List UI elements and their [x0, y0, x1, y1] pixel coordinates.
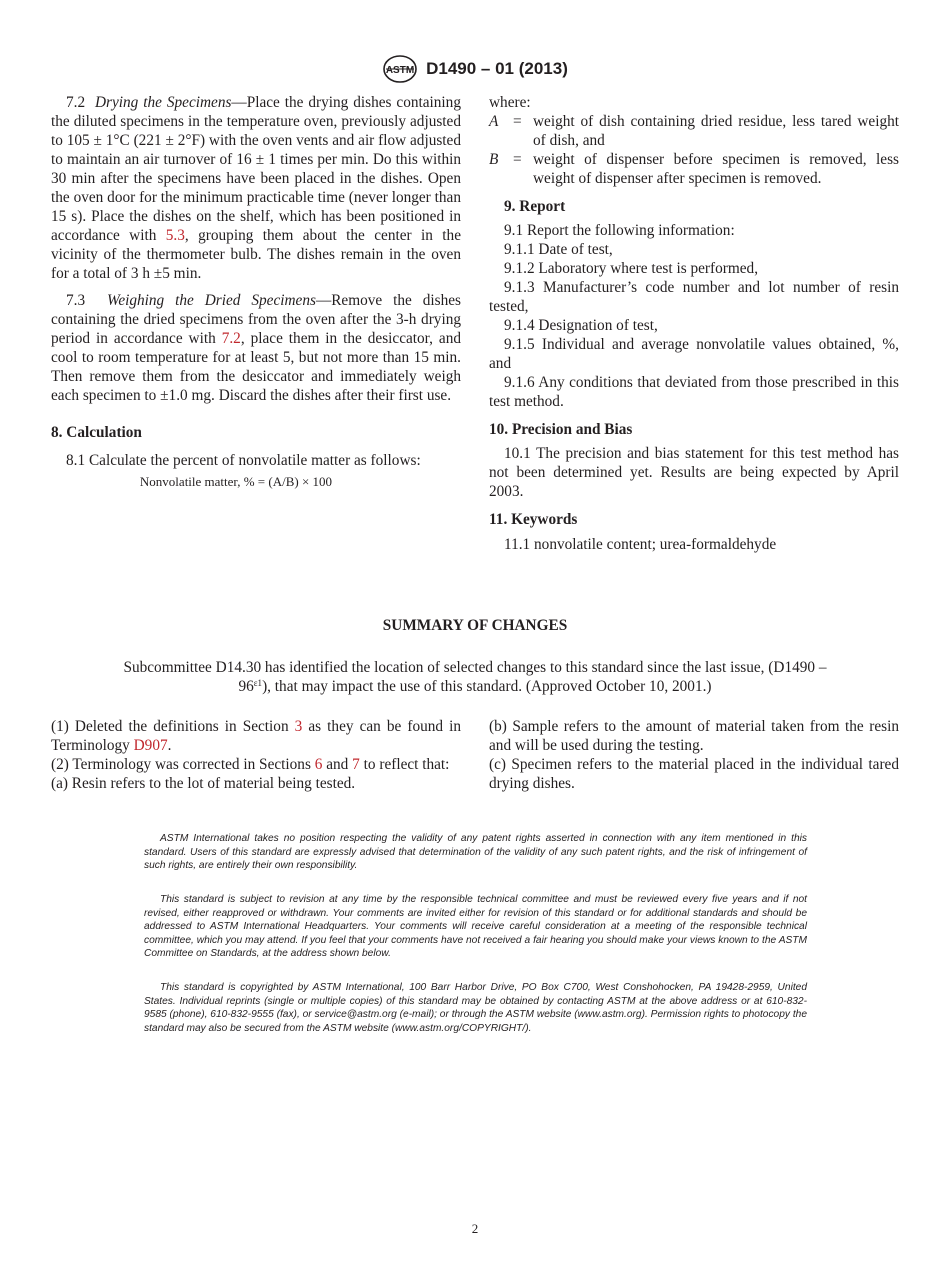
summary-title: SUMMARY OF CHANGES — [382, 617, 568, 634]
item-text: as they can be found in Terminology — [51, 718, 461, 754]
summary-right-column — [489, 717, 899, 793]
paragraph-9-1-1: 9.1.1 Date of test, — [504, 241, 613, 258]
summary-item-c: (c) Specimen refers to the material placed in the individual tared drying dishes. — [489, 756, 899, 792]
paragraph-7-2 — [51, 93, 461, 283]
paragraph-9-1-6: 9.1.6 Any conditions that deviated from those prescribed in this test method. — [489, 374, 899, 410]
paragraph-title: Weighing the Dried Specimens — [106, 292, 316, 309]
left-column — [51, 93, 461, 491]
paragraph-8-1: 8.1 Calculate the percent of nonvolatile matter as follows: — [66, 452, 421, 469]
ref-link-section-7[interactable]: 7 — [352, 756, 360, 773]
where-label: where: — [489, 94, 531, 111]
astm-logo-icon — [382, 54, 418, 84]
equals: = — [513, 113, 522, 130]
ref-link-5-3[interactable]: 5.3 — [165, 227, 185, 244]
svg-text:ASTM: ASTM — [385, 65, 415, 76]
symbol: B — [489, 151, 499, 168]
definition-b — [489, 150, 899, 188]
ref-link-7-2[interactable]: 7.2 — [221, 330, 241, 347]
paragraph-text: , grouping them about the center in the vicinity of the thermometer bulb. The dishes remain in the oven for a total of 3 h ±5 min. — [51, 227, 461, 282]
paragraph-title: Drying the Specimens — [94, 94, 232, 111]
item-text: . — [167, 737, 172, 754]
notice-patent — [144, 832, 807, 873]
paragraph-9-1-4: 9.1.4 Designation of test, — [504, 317, 658, 334]
paragraph-10-1: 10.1 The precision and bias statement for this test method has not been determined yet. Results are being expected by April 2003. — [489, 445, 899, 500]
designation: D1490 – 01 (2013) — [426, 59, 568, 78]
section-heading-8: 8. Calculation — [51, 424, 142, 441]
item-text: and — [322, 756, 353, 773]
notice-text: This standard is subject to revision at any time by the responsible technical committee and must be reviewed every five years and if not revised, either reapproved or withdrawn. Your comments are invited either for revision of this standard or for additional standards and should be addressed to ASTM International Headquarters. Your comments will receive careful consideration at a meeting of the responsible technical committee, which you may attend. If you feel that your comments have not received a fair hearing you should make your views known to the ASTM Committee on Standards, at the address shown below. — [144, 894, 807, 960]
notice-revision — [144, 893, 807, 961]
paragraph-text: —Remove the dishes containing the dried specimens from the oven after the 3-h drying period in accordance with — [51, 292, 461, 347]
section-heading-9: 9. Report — [504, 198, 566, 215]
item-text: (1) Deleted the definitions in Section — [51, 718, 295, 735]
paragraph-9-1-3: 9.1.3 Manufacturer’s code number and lot number of resin tested, — [489, 279, 899, 315]
summary-left-column — [51, 717, 461, 793]
ref-link-section-3[interactable]: 3 — [294, 718, 303, 735]
page-header — [0, 54, 950, 84]
formula: Nonvolatile matter, % = (A/B) × 100 — [139, 474, 333, 489]
notice-text: ASTM International takes no position respecting the validity of any patent rights asserted in connection with any item mentioned in this standard. Users of this standard are expressly advised that determination of the validity of any such patent rights, and the risk of infringement of such rights, are entirely their own responsibility. — [144, 833, 807, 872]
item-text: (2) Terminology was corrected in Sections — [51, 756, 315, 773]
paragraph-number: 7.3 — [66, 292, 86, 309]
paragraph-number: 7.2 — [66, 94, 86, 111]
right-column — [489, 93, 899, 554]
summary-item-1 — [51, 717, 461, 755]
section-heading-11: 11. Keywords — [489, 511, 578, 528]
summary-item-a: (a) Resin refers to the lot of material being tested. — [51, 775, 356, 792]
paragraph-9-1-2: 9.1.2 Laboratory where test is performed, — [504, 260, 759, 277]
page-number: 2 — [471, 1221, 479, 1236]
summary-intro — [108, 658, 842, 696]
notice-text: This standard is copyrighted by ASTM International, 100 Barr Harbor Drive, PO Box C700, West Conshohocken, PA 19428-2959, United States. Individual reprints (single or multiple copies) of this standard may be obtained by contacting ASTM at the above address or at 610-832-9585 (phone), 610-832-9555 (fax), or service@astm.org (e-mail); or through the ASTM website (www.astm.org). Permission rights to photocopy the standard may also be secured from the ASTM website (www.astm.org/COPYRIGHT/). — [144, 982, 807, 1034]
intro-text: ), that may impact the use of this standard. (Approved October 10, 2001.) — [262, 678, 712, 695]
paragraph-7-3 — [51, 291, 461, 405]
item-text: to reflect that: — [359, 756, 450, 773]
intro-text: Subcommittee D14.30 has identified the location of selected changes to this standard since the last issue, (D1490 – 96 — [123, 659, 827, 695]
intro-superscript: ε1 — [253, 678, 263, 688]
summary-item-2 — [51, 755, 461, 774]
definition-text: weight of dish containing dried residue, less tared weight of dish, and — [533, 113, 899, 149]
ref-link-section-6[interactable]: 6 — [314, 756, 323, 773]
definition-text: weight of dispenser before specimen is removed, less weight of dispenser after specimen is removed. — [533, 151, 899, 187]
definition-a — [489, 112, 899, 150]
ref-link-d907[interactable]: D907 — [133, 737, 168, 754]
paragraph-11-1: 11.1 nonvolatile content; urea-formaldehyde — [504, 536, 777, 553]
symbol: A — [489, 113, 499, 130]
paragraph-text: —Place the drying dishes containing the diluted specimens in the temperature oven, previously adjusted to 105 ± 1°C (221 ± 2°F) with the oven vents and air flow adjusted to maintain an air turnover of 16 ± 1 times per min. Do this within 30 min after the specimens have been placed in the dishes. Open the oven door for the minimum practicable time (never longer than 15 s). Place the dishes on the shelf, which has been positioned in accordance with — [51, 94, 461, 244]
paragraph-9-1-5: 9.1.5 Individual and average nonvolatile values obtained, %, and — [489, 336, 899, 372]
paragraph-text: , place them in the desiccator, and cool to room temperature for at least 5, but not more than 15 min. Then remove them from the desiccator and immediately weigh each specimen to ±1.0 mg. Discard the dishes after their first use. — [51, 330, 462, 404]
equals: = — [513, 151, 522, 168]
section-heading-10: 10. Precision and Bias — [489, 421, 633, 438]
summary-item-b: (b) Sample refers to the amount of material taken from the resin and will be used during the testing. — [489, 718, 899, 754]
notice-copyright — [144, 981, 807, 1035]
paragraph-9-1: 9.1 Report the following information: — [504, 222, 735, 239]
